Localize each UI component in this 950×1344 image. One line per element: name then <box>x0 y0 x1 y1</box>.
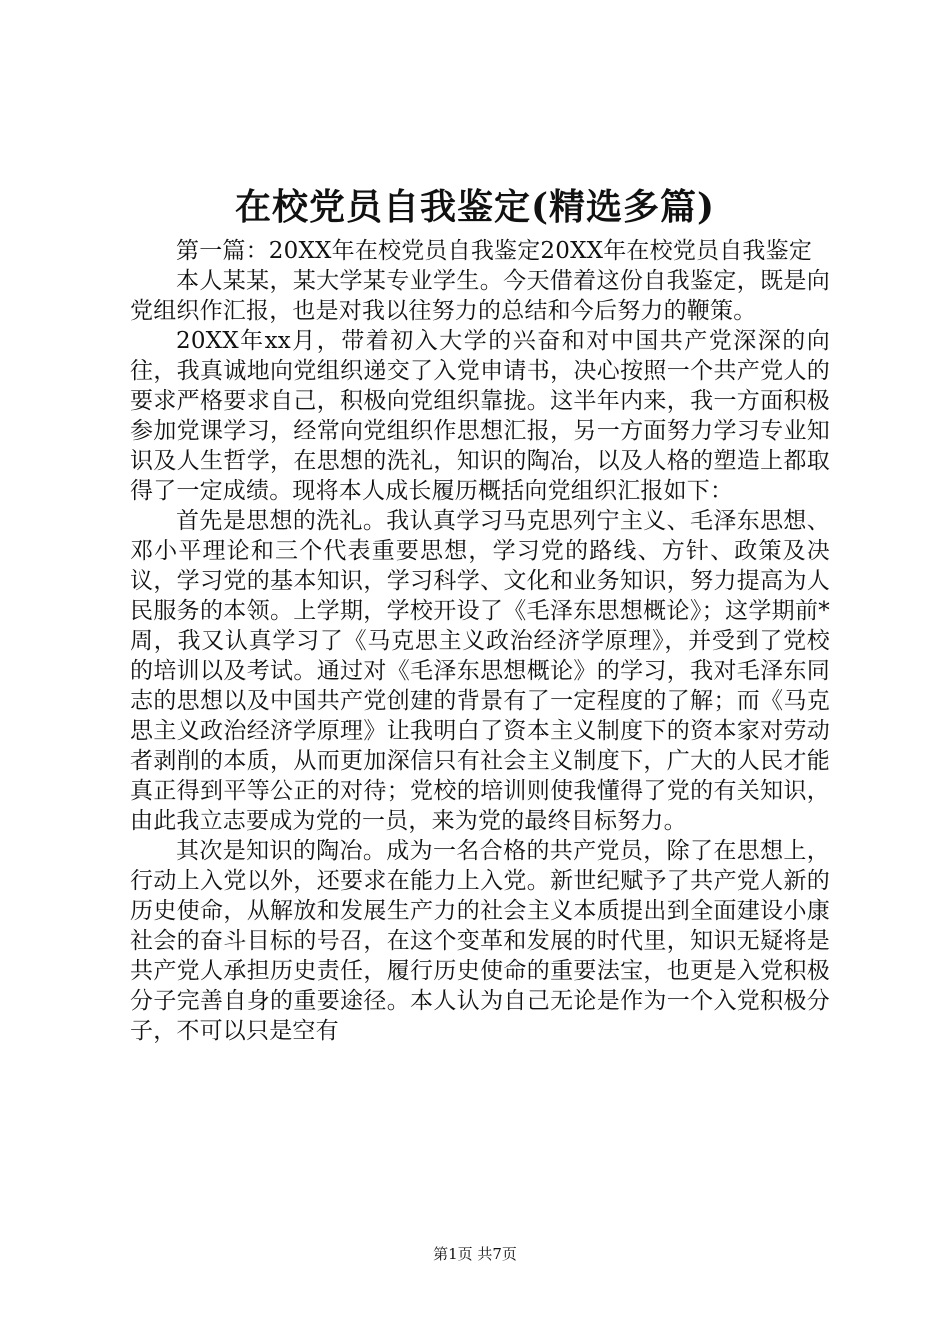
document-body <box>130 236 830 1046</box>
document-title: 在校党员自我鉴定(精选多篇) <box>234 186 716 228</box>
paragraph-thought: 首先是思想的洗礼。我认真学习马克思列宁主义、毛泽东思想、邓小平理论和三个代表重要思想，学习党的路线、方针、政策及决议，学习党的基本知识，学习科学、文化和业务知识，努力提高为人民服务的本领。上学期，学校开设了《毛泽东思想概论》；这学期前*周，我又认真学习了《马克思主义政治经济学原理》，并受到了党校的培训以及考试。通过对《毛泽东思想概论》的学习，我对毛泽东同志的思想以及中国共产党创建的背景有了一定程度的了解；而《马克思主义政治经济学原理》让我明白了资本主义制度下的资本家对劳动者剥削的本质，从而更加深信只有社会主义制度下，广大的人民才能真正得到平等公正的对待；党校的培训则使我懂得了党的有关知识，由此我立志要成为党的一员，来为党的最终目标努力。 <box>130 508 830 834</box>
paragraph-knowledge: 其次是知识的陶冶。成为一名合格的共产党员，除了在思想上，行动上入党以外，还要求在能力上入党。新世纪赋予了共产党人新的历史使命，从解放和发展生产力的社会主义本质提出到全面建设小康社会的奋斗目标的号召，在这个变革和发展的时代里，知识无疑将是共产党人承担历史责任，履行历史使命的重要法宝，也更是入党积极分子完善自身的重要途径。本人认为自己无论是作为一个入党积极分子，不可以只是空有 <box>130 838 830 1044</box>
paragraph-heading: 第一篇：20XX年在校党员自我鉴定20XX年在校党员自我鉴定 <box>176 238 813 264</box>
paragraph-intro: 本人某某，某大学某专业学生。今天借着这份自我鉴定，既是向党组织作汇报，也是对我以往努力的总结和今后努力的鞭策。 <box>130 268 830 324</box>
page-number: 第1页 共7页 <box>433 1245 517 1263</box>
paragraph-application: 20XX年xx月，带着初入大学的兴奋和对中国共产党深深的向往，我真诚地向党组织递交了入党申请书，决心按照一个共产党人的要求严格要求自己，积极向党组织靠拢。这半年内来，我一方面积极参加党课学习，经常向党组织作思想汇报，另一方面努力学习专业知识及人生哲学，在思想的洗礼，知识的陶冶，以及人格的塑造上都取得了一定成绩。现将本人成长履历概括向党组织汇报如下： <box>130 328 830 504</box>
